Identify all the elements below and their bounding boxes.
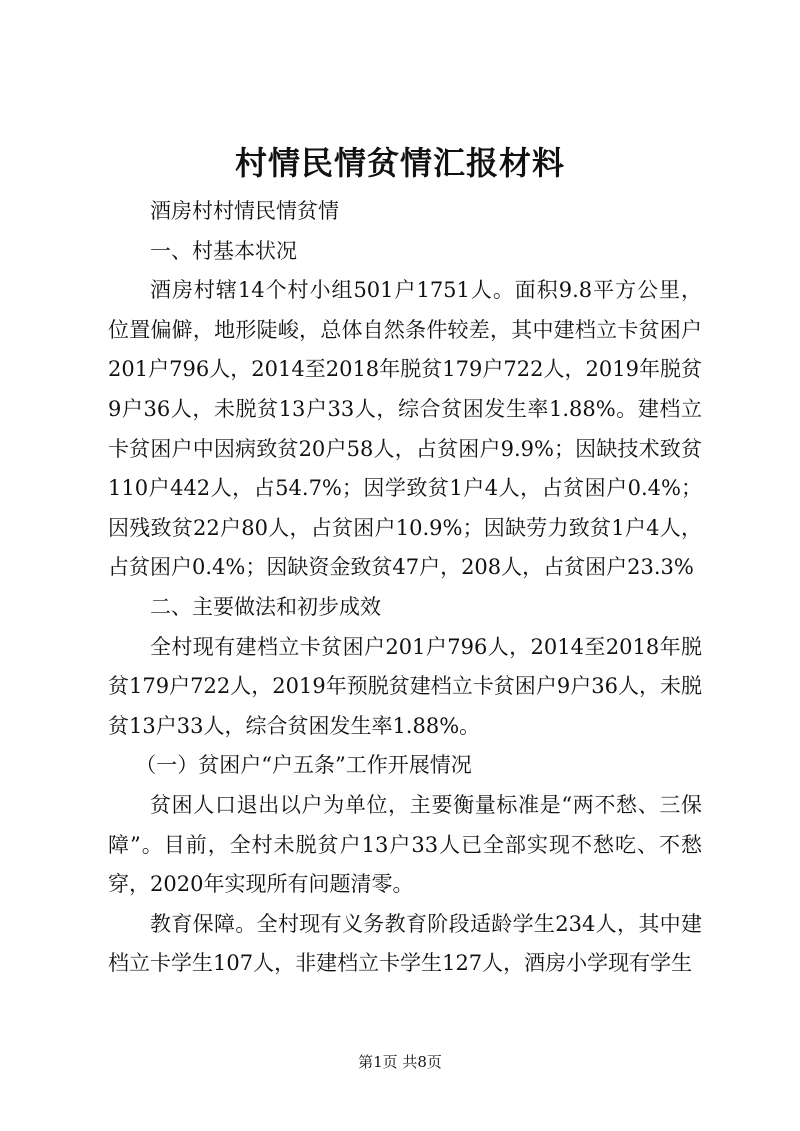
- section-heading-measures: 二、主要做法和初步成效: [150, 594, 381, 619]
- paragraph-poverty-summary: 全村现有建档立卡贫困户201户796人，2014至2018年脱贫179户722人，2019年预脱贫建档立卡贫困户9户36人，未脱贫13户33人，综合贫困发生率1.88%。: [108, 634, 702, 738]
- document-title: 村情民情贫情汇报材料: [234, 144, 565, 182]
- paragraph-village-overview: 酒房村辖14个村小组501户1751人。面积9.8平方公里，位置偏僻，地形陡峻，总体自然条件较差，其中建档立卡贫困户201户796人，2014至2018年脱贫179户722人，2019年脱贫9户36人，未脱贫13户33人，综合贫困发生率1.88%。建档立卡贫困户中因病致贫20户58人，占贫困户9.9%；因缺技术致贫110户442人，占54.7%；因学致贫1户4人，占贫困户0.4%；因残致贫22户80人，占贫困户10.9%；因缺劳力致贫1户4人，占贫困户0.4%；因缺资金致贫47户，208人，占贫困户23.3%: [108, 278, 702, 580]
- paragraph-subtitle: 酒房村村情民情贫情: [150, 199, 339, 223]
- section-heading-basic-status: 一、村基本状况: [150, 238, 297, 263]
- subsection-heading-five-items: （一）贫困户“户五条”工作开展情况: [135, 753, 472, 778]
- document-body: [108, 192, 702, 984]
- page-footer: 第1页 共8页: [358, 1053, 442, 1071]
- paragraph-education: 教育保障。全村现有义务教育阶段适龄学生234人，其中建档立卡学生107人，非建档立卡学生127人，酒房小学现有学生: [108, 911, 702, 976]
- paragraph-exit-standard: 贫困人口退出以户为单位，主要衡量标准是“两不愁、三保障”。目前，全村未脱贫户13户33人已全部实现不愁吃、不愁穿，2020年实现所有问题清零。: [108, 792, 702, 897]
